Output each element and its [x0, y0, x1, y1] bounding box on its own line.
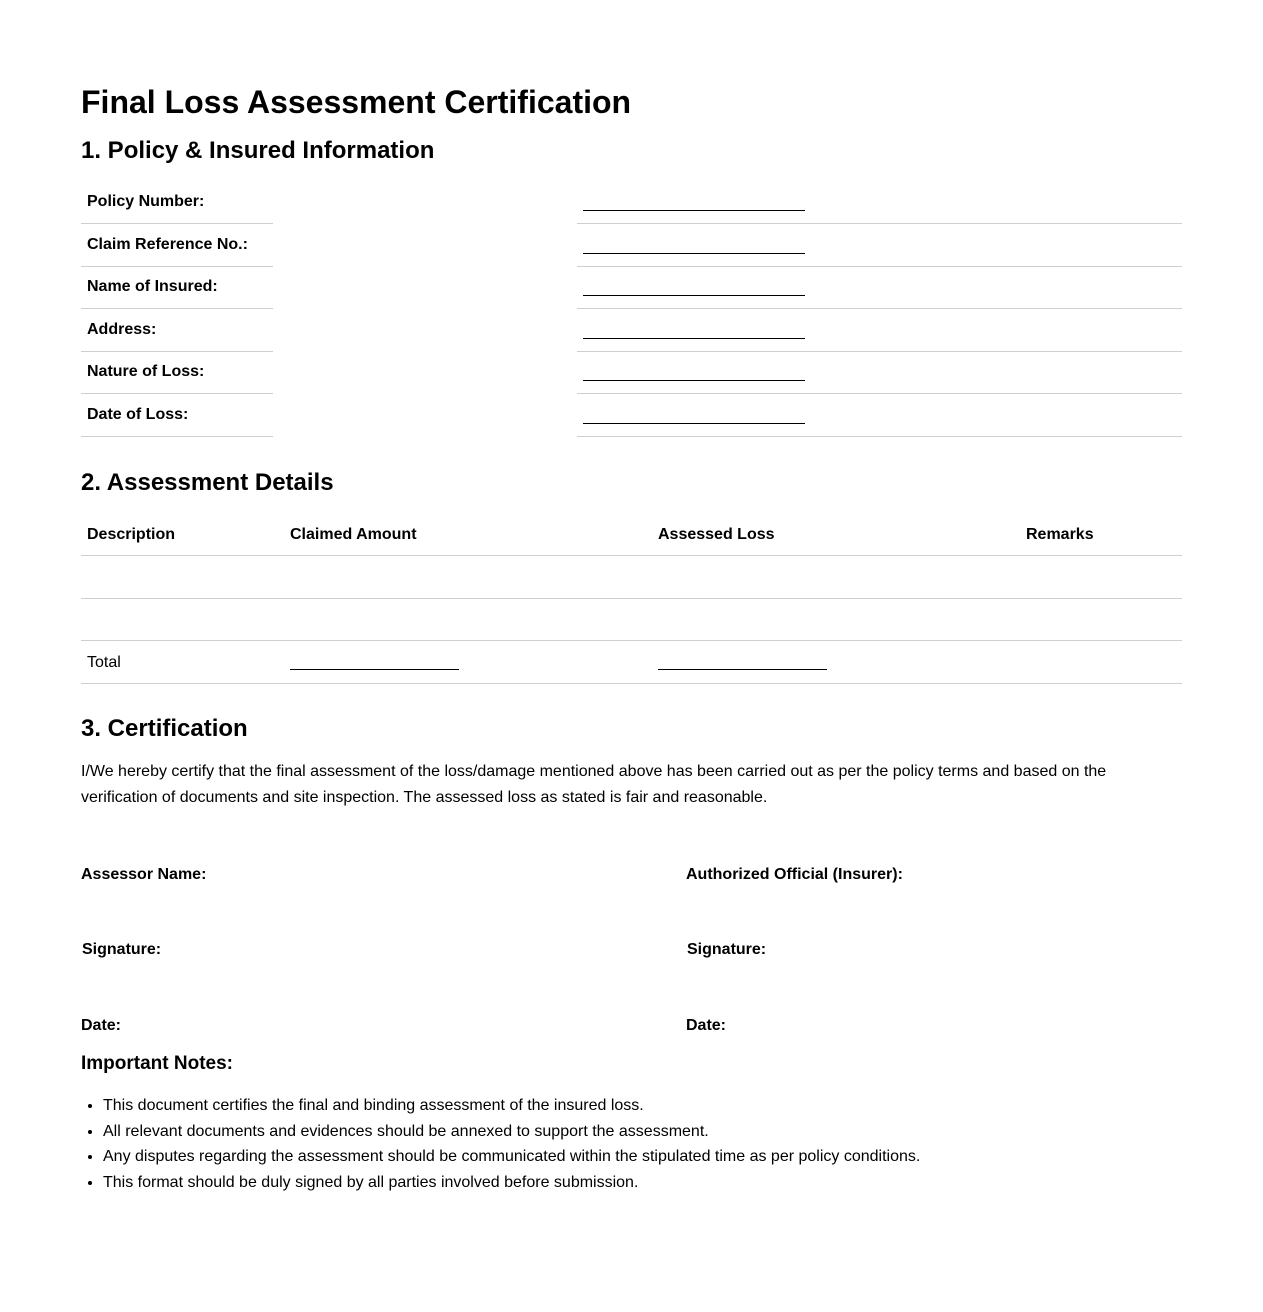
claim-reference-value-cell[interactable]	[577, 224, 1182, 267]
policy-number-label-cell	[81, 181, 273, 224]
assessor-name-label: Assessor Name:	[81, 866, 207, 883]
date-of-loss-row	[81, 394, 1182, 437]
important-notes-list	[81, 1093, 920, 1196]
name-of-insured-value-cell[interactable]	[577, 266, 1182, 309]
name-of-insured-label: Name of Insured:	[87, 278, 218, 295]
assessment-section-heading: 2. Assessment Details	[81, 469, 334, 496]
policy-number-label: Policy Number:	[87, 193, 205, 210]
nature-of-loss-row	[81, 351, 1182, 394]
claim-reference-row	[81, 224, 1182, 267]
important-notes-heading: Important Notes:	[81, 1053, 233, 1074]
nature-of-loss-label-cell	[81, 351, 273, 394]
list-item: • Any disputes regarding the assessment should be communicated within the stipulated time as per policy conditions.	[103, 1144, 920, 1170]
assessor-signature-label: Signature:	[82, 941, 162, 958]
address-value-cell[interactable]	[577, 309, 1182, 352]
official-date-label: Date:	[686, 1017, 727, 1034]
date-of-loss-label-cell	[81, 394, 273, 437]
list-item: • All relevant documents and evidences should be annexed to support the assessment.	[103, 1119, 920, 1145]
name-of-insured-label-cell	[81, 266, 273, 309]
certification-section-heading: 3. Certification	[81, 715, 248, 742]
nature-of-loss-value-cell[interactable]	[577, 351, 1182, 394]
claim-reference-label-cell	[81, 224, 273, 267]
policy-number-blank-line[interactable]	[583, 210, 805, 211]
official-signature-label: Signature:	[687, 941, 767, 958]
assessor-date-label: Date:	[81, 1017, 122, 1034]
official-name-label: Authorized Official (Insurer):	[686, 866, 903, 883]
address-label: Address:	[87, 321, 157, 338]
policy-section-heading: 1. Policy & Insured Information	[81, 137, 435, 164]
policy-number-row	[81, 181, 1182, 224]
certification-statement: I/We hereby certify that the final assessment of the loss/damage mentioned above has been carried out as per the policy terms and based on the verification of documents and site inspection. The assessed loss as stated is fair and reasonable.	[81, 763, 1107, 806]
column-header-assessed-loss: Assessed Loss	[658, 526, 775, 543]
list-item: • This document certifies the final and binding assessment of the insured loss.	[103, 1093, 920, 1119]
name-of-insured-blank-line[interactable]	[583, 295, 805, 296]
table-row[interactable]	[81, 556, 1182, 599]
document-title: Final Loss Assessment Certification	[81, 84, 632, 120]
date-of-loss-value-cell[interactable]	[577, 394, 1182, 437]
policy-number-value-cell[interactable]	[577, 181, 1182, 224]
assessment-table-header	[81, 513, 1182, 556]
list-item: • This format should be duly signed by all parties involved before submission.	[103, 1170, 920, 1196]
total-claimed-blank-line[interactable]	[290, 669, 459, 670]
column-header-claimed-amount: Claimed Amount	[290, 526, 417, 543]
name-of-insured-row	[81, 266, 1182, 309]
address-row	[81, 309, 1182, 352]
column-header-remarks: Remarks	[1026, 526, 1094, 543]
claim-reference-blank-line[interactable]	[583, 253, 805, 254]
address-label-cell	[81, 309, 273, 352]
address-blank-line[interactable]	[583, 338, 805, 339]
nature-of-loss-label: Nature of Loss:	[87, 363, 205, 380]
nature-of-loss-blank-line[interactable]	[583, 380, 805, 381]
table-row[interactable]	[81, 598, 1182, 641]
total-assessed-blank-line[interactable]	[658, 669, 827, 670]
date-of-loss-label: Date of Loss:	[87, 406, 189, 423]
total-label: Total	[87, 654, 121, 671]
column-header-description: Description	[87, 526, 176, 543]
total-row	[81, 641, 1182, 684]
date-of-loss-blank-line[interactable]	[583, 423, 805, 424]
claim-reference-label: Claim Reference No.:	[87, 236, 248, 253]
